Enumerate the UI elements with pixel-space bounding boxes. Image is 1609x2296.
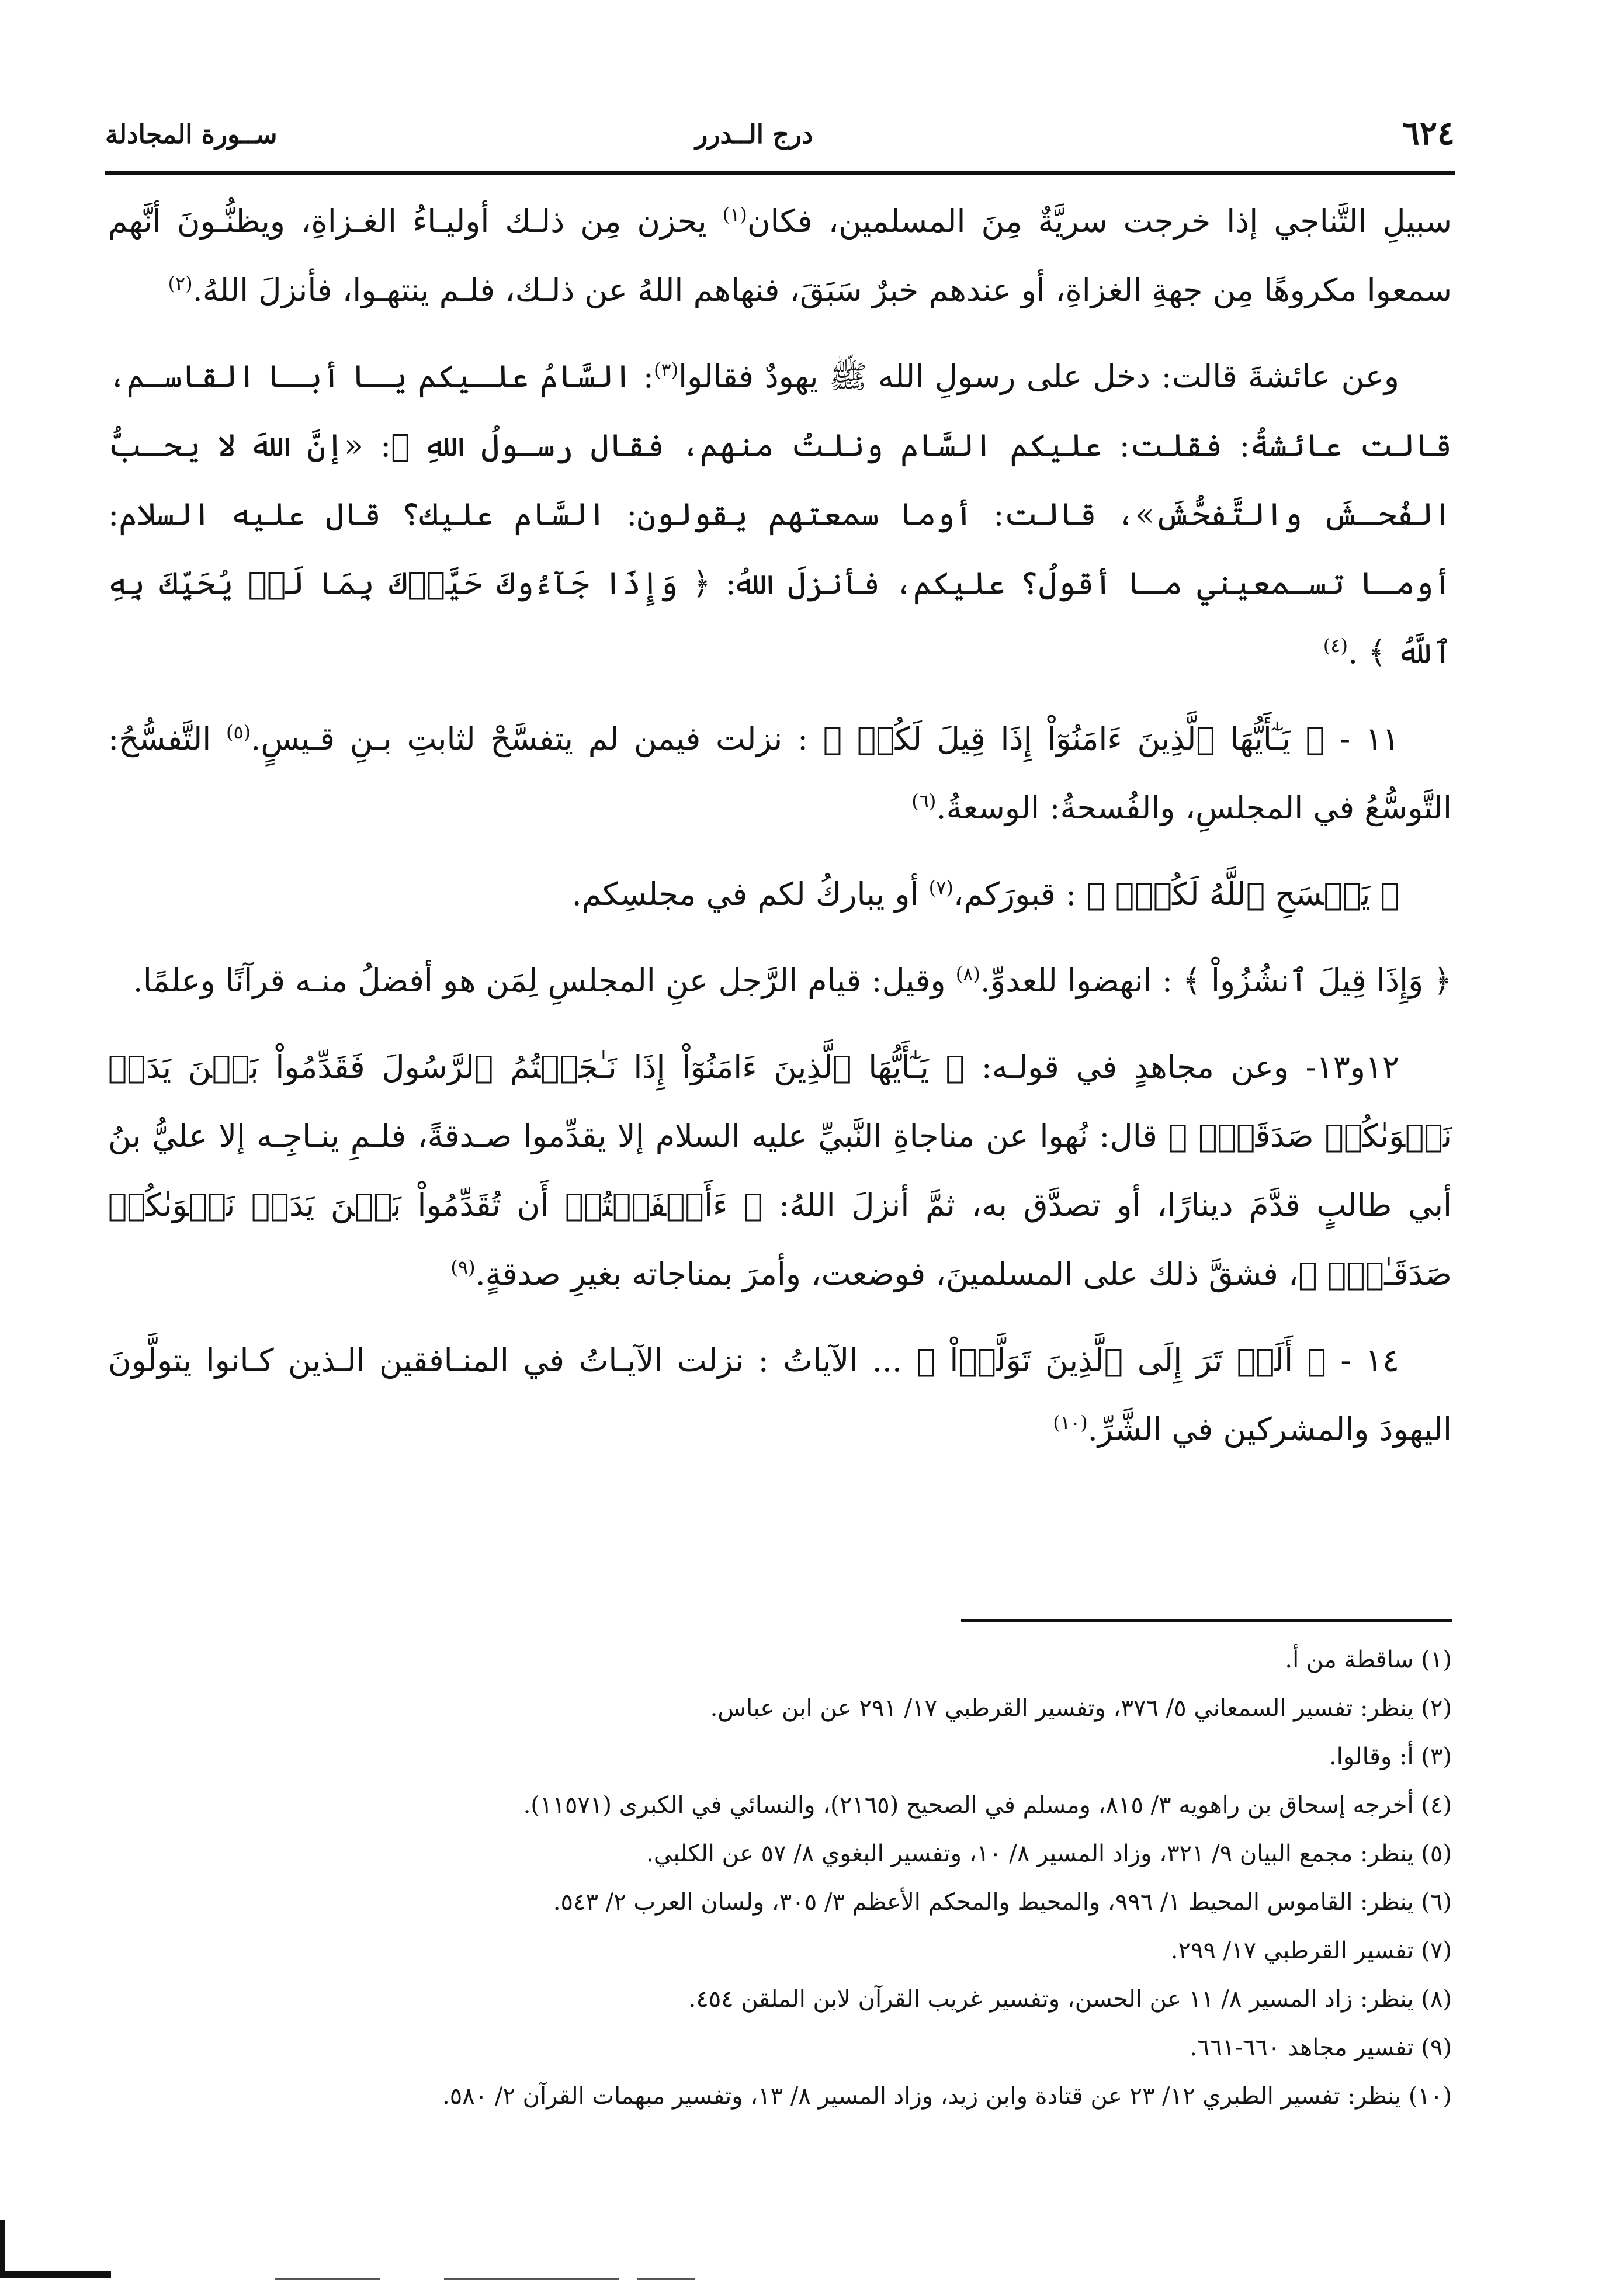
footnote-8: (٨) ينظر: زاد المسير ٨/ ١١ عن الحسن، وتفسير غريب القرآن لابن الملقن ٤٥٤.: [688, 1986, 1452, 2013]
header-rule: [105, 171, 1455, 175]
paragraph: [108, 946, 1452, 1015]
footnote-ref: (١): [722, 203, 747, 226]
paragraph-text: وعن عائشةَ قالت: دخل على رسولِ الله ﷺ يهودٌ فقالوا: [678, 358, 1399, 395]
paragraph-text: ١٤ - ﴿ أَلَمۡ تَرَ إِلَى ٱلَّذِينَ تَوَلَّوۡاْ ﴾ ... الآياتُ : نزلت الآيـاتُ في المنـافقين الـذين كـانوا يتولَّونَ اليهودَ والمشركين في الشَّرِّ.: [108, 1342, 1452, 1448]
scan-edge-mark: [0, 2220, 5, 2278]
scan-edge-mark: [0, 2271, 111, 2278]
footnote-2: (٢) ينظر: تفسير السمعاني ٥/ ٣٧٦، وتفسير القرطبي ١٧/ ٢٩١ عن ابن عباس.: [710, 1695, 1452, 1722]
paragraph-text: أو يباركُ لكم في مجلسِكم.: [571, 876, 929, 913]
footnote-ref: (٨): [955, 963, 980, 985]
paragraph-text: ﴿ وَإِذَا قِيلَ ٱنشُزُواْ ﴾ : انهضوا للعدوِّ.: [980, 962, 1452, 999]
scan-edge-line: [275, 2278, 380, 2280]
paragraph-text: سبيلِ التَّناجي إذا خرجت سريَّةٌ مِنَ المسلمين، فكان: [747, 203, 1452, 240]
footnote-ref: (٧): [928, 876, 953, 899]
footnote-ref: (٤): [1323, 634, 1348, 657]
paragraph-text: يحزن مِن ذلـك أوليـاءُ الغـزاةِ، ويظنُّـونَ أنَّهم سمعوا مكروهًا مِن جهةِ الغزاةِ، أو عندهم خبرٌ سَبَقَ، فنهاهم اللهُ عن ذلـك، فلـم ينتهـوا، فأنزلَ اللهُ.: [108, 203, 1452, 308]
footnote-1: (١) ساقطة من أ.: [1285, 1646, 1452, 1673]
footnote-6: (٦) ينظر: القاموس المحيط ١/ ٩٩٦، والمحيط والمحكم الأعظم ٣/ ٣٠٥، ولسان العرب ٢/ ٥٤٣.: [553, 1889, 1452, 1916]
paragraph: [108, 705, 1452, 842]
running-head-book-title: درج الــدرر: [695, 120, 813, 150]
scan-edge-line: [637, 2278, 695, 2280]
paragraph-text: ١٢و١٣- وعن مجاهدٍ في قولـه: ﴿ يَـٰٓأَيُّهَا ٱلَّذِينَ ءَامَنُوٓاْ إِذَا نَـٰجَيۡتُمُ ٱلرَّسُولَ فَقَدِّمُواْ بَيۡنَ يَدَيۡ نَجۡوَىٰكُمۡ صَدَقَةٗۚ ﴾ قال: نُهوا عن مناجاةِ النَّبيِّ عليه السلام إلا يقدِّموا صـدقةً، فلـمِ ينـاجِـه إلا عليُّ بنُ أبي طالبٍ قدَّمَ دينارًا، أو تصدَّق به، ثمَّ أنزلَ اللهُ: ﴿ ءَأَشۡفَقۡتُمۡ أَن تُقَدِّمُواْ بَيۡنَ يَدَيۡ نَجۡوَىٰكُمۡ صَدَقَـٰتٖۚ ﴾، فشقَّ ذلك على المسلمينَ، فوضعت، وأمرَ بمناجاته بغيرِ صدقةٍ.: [108, 1049, 1452, 1292]
paragraph-text: ﴿ يَفۡسَحِ ٱللَّهُ لَكُمۡۖ ﴾ : قبورَكم،: [953, 876, 1399, 913]
footnote-4: (٤) أخرجه إسحاق بن راهويه ٣/ ٨١٥، ومسلم في الصحيح (٢١٦٥)، والنسائي في الكبرى (١١٥٧١).: [523, 1792, 1452, 1819]
page-header: [105, 114, 1455, 167]
footnotes: [108, 1636, 1452, 2121]
paragraph: [108, 860, 1452, 929]
footnote-ref: (٦): [911, 790, 937, 812]
footnote-ref: (٥): [226, 721, 251, 743]
scan-edge-line: [444, 2278, 619, 2280]
footnote-ref: (٣): [653, 359, 679, 381]
footnote-3: (٣) أ: وقالوا.: [1329, 1743, 1452, 1770]
paragraph: [108, 1326, 1452, 1464]
paragraph-text: التَّفسُّحُ: التَّوسُّعُ في المجلسِ، والفُسحةُ: الوسعةُ.: [108, 720, 1452, 826]
footnote-9: (٩) تفسير مجاهد ٦٦٠-٦٦١.: [1190, 2034, 1452, 2061]
paragraph-text: ١١ - ﴿ يَـٰٓأَيُّهَا ٱلَّذِينَ ءَامَنُوٓاْ إِذَا قِيلَ لَكُمۡ ﴾ : نزلت فيمن لم يتفسَّحْ لثابتِ بـنِ قـيسٍ.: [251, 720, 1399, 757]
footnote-ref: (١٠): [1053, 1411, 1088, 1434]
footnote-7: (٧) تفسير القرطبي ١٧/ ٢٩٩.: [1170, 1937, 1452, 1964]
paragraph: [108, 187, 1452, 325]
footnote-5: (٥) ينظر: مجمع البيان ٩/ ٣٢١، وزاد المسير ٨/ ١٠، وتفسير البغوي ٨/ ٥٧ عن الكلبي.: [646, 1840, 1452, 1867]
page-number: ٦٢٤: [1402, 114, 1455, 152]
footnote-separator: [961, 1619, 1452, 1622]
paragraph: [108, 342, 1452, 687]
footnote-ref: (٢): [168, 272, 193, 294]
footnote-ref: (٩): [450, 1256, 476, 1278]
footnote-10: (١٠) ينظر: تفسير الطبري ١٢/ ٢٣ عن قتادة وابن زيد، وزاد المسير ٨/ ١٣، وتفسير مبهمات القرآن ٢/ ٥٨٠.: [442, 2083, 1452, 2110]
paragraph-text: : السَّامُ علـيكم يـا أبـا القاسـم، قالت عائشةُ: فقلت: عليكم السَّام ونلتُ منهم، فقال رسـولُ اللهِ ﷺ: «إنَّ اللهَ لا يحـبُّ الفُحـشَ والتَّفحُّشَ»، قالت: أوما سمعتهم يقولون: السَّام عليك؟ قال عليه السلام: أومـا تسـمعيني مـا أقولُ؟ عليكم، فأنزلَ اللهُ: ﴿ وَإِذَا جَآءُوكَ حَيَّوۡكَ بِمَا لَمۡ يُحَيِّكَ بِهِ ٱللَّهُ ﴾ .: [108, 358, 1452, 671]
running-head-surah: ســورة المجادلة: [105, 120, 278, 150]
main-text: [108, 187, 1452, 1482]
paragraph-text: وقيل: قيام الرَّجل عنِ المجلسِ لِمَن هو أفضلُ منـه قرآنًا وعلمًا.: [133, 962, 956, 999]
paragraph: [108, 1033, 1452, 1309]
